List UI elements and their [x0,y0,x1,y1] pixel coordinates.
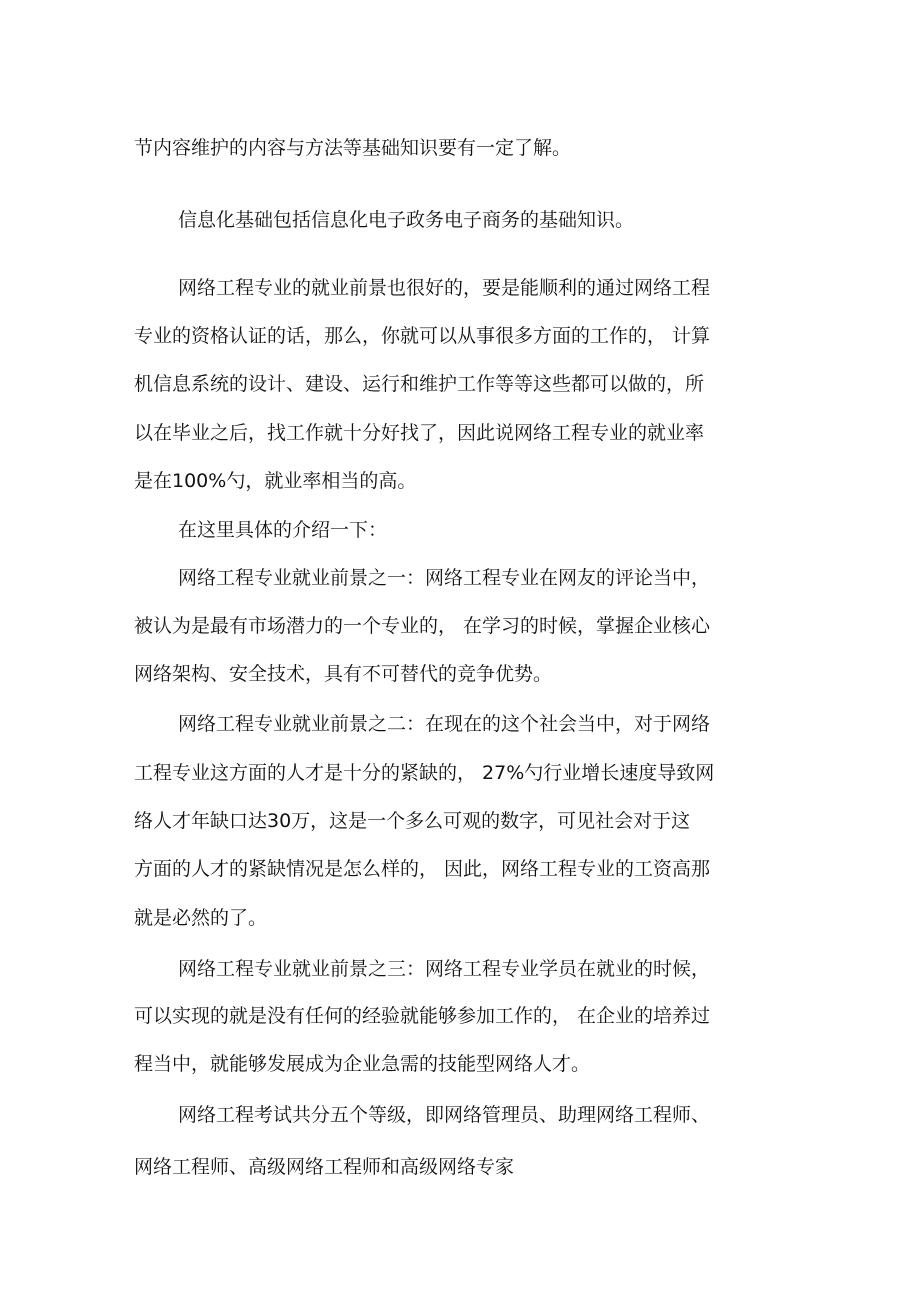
text-line: 节内容维护的内容与方法等基础知识要有一定了解。 [134,137,572,159]
text-line: 工程专业这方面的人才是十分的紧缺的， 27%勺行业增长速度导致网 [134,762,715,784]
text-line: 机信息系统的设计、建设、运行和维护工作等等这些都可以做的，所 [134,373,705,395]
text-line: 网络工程专业就业前景之二：在现在的这个社会当中，对于网络 [178,713,711,735]
text-line: 被认为是最有市场潜力的一个专业的， 在学习的时候，掌握企业核心 [134,615,711,637]
text-line: 网络工程师、高级网络工程师和高级网络专家 [134,1156,515,1178]
text-line: 是在100%勺，就业率相当的高。 [134,470,417,492]
text-line: 网络工程专业就业前景之一：网络工程专业在网友的评论当中， [178,567,711,589]
text-line: 络人才年缺口达30万，这是一个多么可观的数字，可见社会对于这 [134,810,691,832]
text-line: 网络架构、安全技术，具有不可替代的竞争优势。 [134,663,553,685]
text-line: 网络工程专业的就业前景也很好的，要是能顺利的通过网络工程 [178,277,711,299]
text-line: 以在毕业之后，找工作就十分好找了，因此说网络工程专业的就业率 [134,422,705,444]
text-line: 在这里具体的介绍一下： [178,519,388,541]
text-line: 可以实现的就是没有任何的经验就能够参加工作的， 在企业的培养过 [134,1005,711,1027]
text-line: 网络工程考试共分五个等级，即网络管理员、助理网络工程师、 [178,1104,711,1126]
text-line: 信息化基础包括信息化电子政务电子商务的基础知识。 [178,209,635,231]
text-line: 网络工程专业就业前景之三：网络工程专业学员在就业的时候， [178,958,711,980]
text-line: 专业的资格认证的话，那么，你就可以从事很多方面的工作的， 计算 [134,325,711,347]
text-line: 程当中，就能够发展成为企业急需的技能型网络人才。 [134,1053,591,1075]
text-line: 方面的人才的紧缺情况是怎么样的， 因此，网络工程专业的工资高那 [134,858,711,880]
text-line: 就是必然的了。 [134,907,268,929]
